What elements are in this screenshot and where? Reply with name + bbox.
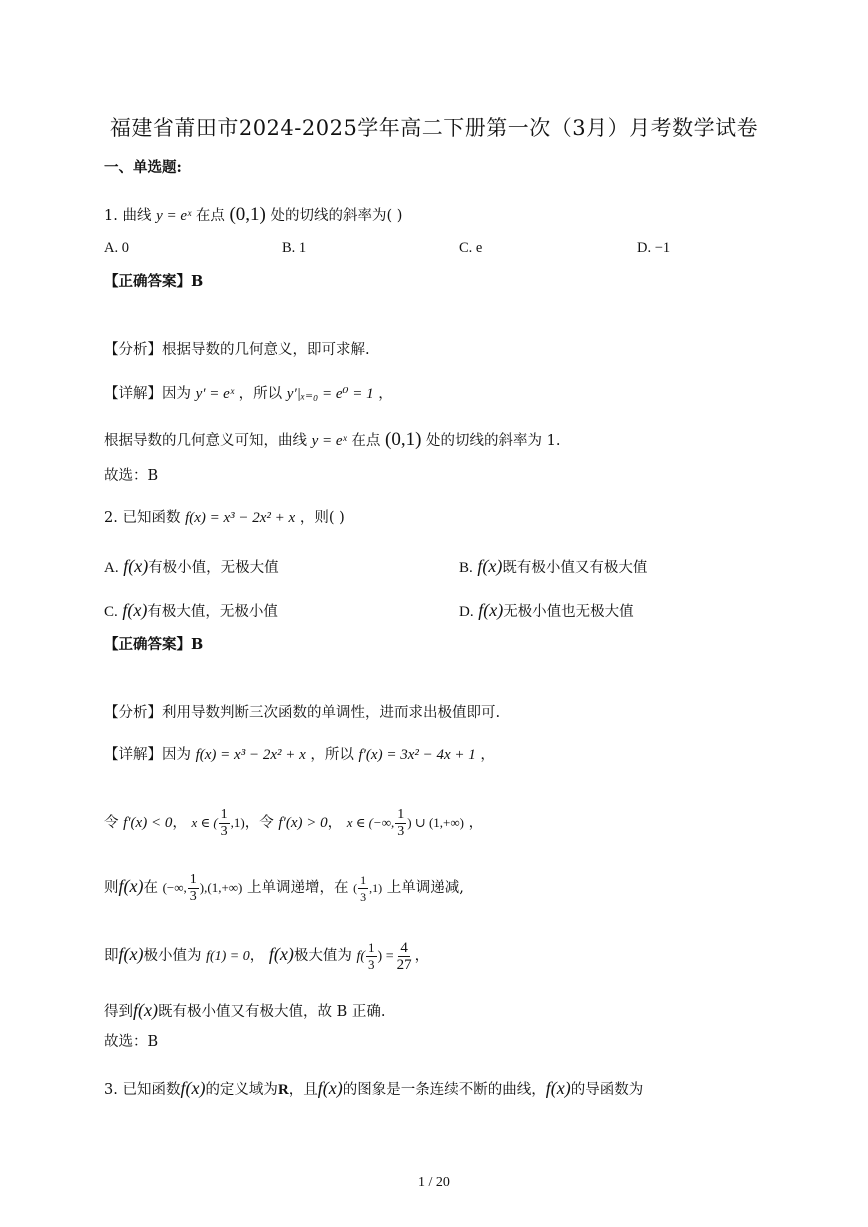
q2-option-d-label: D.	[459, 604, 474, 620]
q2-option-c-text: 有极大值，无极小值	[147, 604, 278, 620]
q2-d3-ze: 则	[104, 880, 119, 896]
page-number: 1 / 20	[418, 1175, 450, 1190]
q2-detail-line-4	[104, 934, 429, 977]
q2-d2-ineq-2: f′(x) > 0	[278, 815, 328, 831]
q3-fx-2: f(x)	[317, 1078, 343, 1098]
question-2-stem	[104, 508, 345, 528]
section-heading: 一、单选题:	[104, 159, 182, 176]
q1-derivative: y′ = eˣ	[195, 386, 235, 402]
q2-d5-post: 既有极小值又有极大值，故 B 正确.	[157, 1004, 386, 1020]
q2-d2-interval-1b: ,1)	[230, 815, 245, 830]
q2-d3-post: 上单调递减,	[386, 880, 464, 896]
q2-option-d	[459, 600, 634, 621]
q2-d3-frac-2-den: 3	[360, 889, 367, 904]
q1-analysis: 【分析】根据导数的几何意义，即可求解.	[104, 342, 370, 358]
q2-d2-frac-1	[219, 807, 230, 840]
q2-d1-prefix: 【详解】因为	[104, 747, 191, 763]
q1-option-c: C. e	[459, 240, 483, 256]
q1-stem-mid: 在点	[195, 208, 225, 224]
q2-d4-frac-1	[366, 940, 377, 973]
q1-choose: 故选：B	[104, 468, 159, 484]
q2-d1-end: ，	[480, 747, 495, 763]
q2-stem-post: ，则( )	[299, 510, 345, 526]
q1-function: y = eˣ	[156, 208, 192, 224]
q2-detail-line-2	[104, 806, 483, 840]
q2-d2-frac-1-den: 3	[220, 823, 228, 839]
q2-d4-min-value: f(1) = 0	[206, 949, 250, 964]
q2-d2-end: ，	[468, 815, 484, 831]
q2-option-c	[104, 600, 278, 621]
q2-detail-line-3	[104, 868, 464, 906]
q2-d4-frac-1-num: 1	[368, 939, 375, 955]
q2-d3-interval-c: (	[353, 881, 358, 895]
q2-d4-frac-2-den: 27	[396, 956, 412, 973]
document-title: 福建省莆田市2024-2025学年高二下册第一次（3月）月考数学试卷	[109, 116, 759, 140]
q2-d4-comma: ，	[249, 948, 265, 964]
q3-text-4: 的导函数为	[570, 1082, 644, 1098]
q1-line2-point: (0,1)	[385, 429, 422, 450]
q2-d2-frac-2-den: 3	[397, 823, 405, 839]
q2-d4-max-a: f(	[356, 949, 366, 964]
q1-line2-post: 处的切线的斜率为 1.	[426, 433, 561, 449]
q2-d1-mid: ，所以	[310, 747, 354, 763]
q2-d3-frac-1	[188, 872, 199, 905]
q2-stem-prefix: 2. 已知函数	[104, 510, 181, 526]
q1-detail-line-1	[104, 384, 393, 404]
q2-option-a-label: A.	[104, 560, 119, 576]
q1-detail-prefix: 【详解】因为	[104, 386, 191, 402]
q1-line2-mid: 在点	[351, 433, 381, 449]
q2-d3-frac-1-den: 3	[189, 888, 197, 904]
q2-d3-zai: 在	[143, 880, 158, 896]
q1-stem-prefix: 1. 曲线	[104, 208, 152, 224]
q2-d4-frac-2-num: 4	[400, 939, 408, 956]
q1-derivative-at-zero: y′|ₓ₌₀ = e⁰ = 1	[286, 386, 374, 402]
question-1-stem	[104, 205, 402, 226]
q2-d3-interval-a: (−∞,	[162, 880, 187, 895]
q2-d3-frac-2-num: 1	[360, 872, 367, 887]
q2-d4-min-text: 极小值为	[143, 948, 202, 964]
q2-d2-interval-2b: ) ∪ (1,+∞)	[407, 815, 464, 830]
q2-d2-comma-1: ，	[172, 815, 187, 831]
q2-option-b-fx: f(x)	[477, 556, 503, 576]
q1-detail-end: ，	[378, 386, 393, 402]
q3-text-1: 的定义域为	[205, 1082, 278, 1098]
q2-d2-frac-1-num: 1	[220, 806, 228, 822]
q2-d2-ling: 令	[104, 815, 119, 831]
q2-option-b-text: 既有极小值又有极大值	[502, 560, 648, 576]
q3-real-set: R	[277, 1082, 289, 1098]
q2-d3-interval-b: ),(1,+∞)	[199, 880, 243, 895]
q3-fx-1: f(x)	[180, 1078, 206, 1098]
q2-d3-mid: 上单调递增，在	[246, 880, 349, 896]
q2-option-b-label: B.	[459, 560, 473, 576]
q3-stem-prefix: 3. 已知函数	[104, 1082, 181, 1098]
q2-d5-fx: f(x)	[133, 1000, 158, 1020]
q3-text-3: 的图象是一条连续不断的曲线，	[342, 1082, 546, 1098]
q2-d1-derivative: f′(x) = 3x² − 4x + 1	[358, 747, 476, 763]
q1-line2-prefix: 根据导数的几何意义可知，曲线	[104, 433, 307, 449]
q2-d2-ling-2: ，令	[244, 815, 274, 831]
q2-d4-frac-1-den: 3	[368, 956, 375, 972]
q1-point: (0,1)	[229, 204, 266, 225]
q2-d4-fx: f(x)	[118, 944, 144, 964]
q2-option-a-text: 有极小值，无极大值	[148, 560, 279, 576]
q1-detail-mid: ，所以	[238, 386, 283, 402]
q2-d2-ineq-1: f′(x) < 0	[123, 815, 173, 831]
q2-option-a	[104, 556, 279, 577]
q2-function: f(x) = x³ − 2x² + x	[185, 510, 296, 526]
q2-d2-frac-2-num: 1	[397, 806, 405, 822]
q2-d5-prefix: 得到	[104, 1004, 133, 1020]
q2-d3-frac-1-num: 1	[189, 871, 197, 887]
q2-answer: 【正确答案】B	[104, 636, 204, 653]
q2-d2-frac-2	[395, 807, 406, 840]
q2-d2-interval-2a: x ∈ (−∞,	[346, 815, 395, 830]
q2-d4-fx-2: f(x)	[268, 944, 294, 964]
q3-text-2: ，且	[288, 1082, 318, 1098]
q2-d2-comma-3: ，	[327, 815, 343, 831]
q2-detail-line-5	[104, 1000, 385, 1022]
q2-d4-max-text: 极大值为	[293, 948, 352, 964]
q2-d1-function: f(x) = x³ − 2x² + x	[195, 747, 306, 763]
q2-d3-fx: f(x)	[118, 876, 144, 896]
q2-option-d-text: 无极小值也无极大值	[503, 604, 634, 620]
q1-stem-post: 处的切线的斜率为( )	[270, 208, 403, 224]
q1-detail-line-2	[104, 430, 560, 451]
q1-option-d: D. −1	[637, 240, 671, 256]
q2-choose: 故选：B	[104, 1034, 159, 1050]
q3-fx-3: f(x)	[545, 1078, 571, 1098]
q1-answer: 【正确答案】B	[104, 273, 204, 290]
q2-option-d-fx: f(x)	[478, 600, 504, 620]
question-3-stem	[104, 1078, 643, 1100]
q2-d4-ji: 即	[104, 948, 119, 964]
q2-option-c-fx: f(x)	[122, 600, 148, 620]
q1-option-a: A. 0	[104, 240, 129, 256]
q2-analysis: 【分析】利用导数判断三次函数的单调性，进而求出极值即可.	[104, 705, 501, 721]
q2-option-a-fx: f(x)	[123, 556, 149, 576]
q1-line2-function: y = eˣ	[311, 433, 347, 449]
q2-d4-max-b: ) =	[377, 949, 394, 964]
q2-detail-line-1	[104, 745, 495, 765]
q2-d4-end: ，	[414, 948, 430, 964]
q2-d4-frac-2	[395, 940, 414, 973]
q2-option-c-label: C.	[104, 604, 118, 620]
q2-d2-interval-1a: x ∈ (	[191, 815, 218, 830]
q2-d3-frac-2	[358, 872, 368, 905]
q2-d3-interval-d: ,1)	[369, 881, 383, 895]
q2-option-b	[459, 556, 647, 577]
q1-option-b: B. 1	[282, 240, 307, 256]
